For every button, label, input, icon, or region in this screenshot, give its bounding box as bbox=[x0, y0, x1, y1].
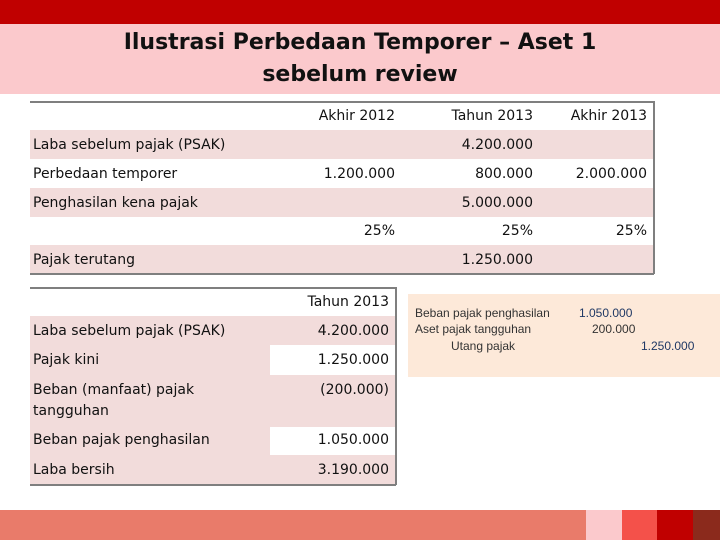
column-header: Tahun 2013 bbox=[307, 294, 389, 310]
journal-debit-value: 1.050.000 bbox=[579, 306, 633, 320]
cell-value: 3.190.000 bbox=[317, 462, 389, 478]
cell-value: 4.200.000 bbox=[317, 323, 389, 339]
cell-value: 25% bbox=[615, 223, 647, 239]
journal-debit-value: 200.000 bbox=[592, 322, 636, 336]
cell-value: 25% bbox=[363, 223, 395, 239]
row-label: Laba sebelum pajak (PSAK) bbox=[33, 137, 226, 153]
row-label: Laba sebelum pajak (PSAK) bbox=[33, 323, 226, 339]
journal-debit-label: Beban pajak penghasilan bbox=[415, 306, 550, 320]
footer-block bbox=[657, 510, 693, 540]
row-label: Beban pajak penghasilan bbox=[33, 432, 210, 448]
cell-value: 5.000.000 bbox=[461, 195, 533, 211]
journal-entry-box bbox=[408, 294, 720, 377]
journal-credit-label: Utang pajak bbox=[451, 339, 516, 353]
cell-value: (200.000) bbox=[320, 382, 389, 398]
table-right-rule bbox=[653, 101, 655, 274]
cell-value: 1.250.000 bbox=[461, 252, 533, 268]
column-header: Akhir 2012 bbox=[318, 108, 395, 124]
row-label: Penghasilan kena pajak bbox=[33, 195, 198, 211]
cell-value: 1.250.000 bbox=[317, 352, 389, 368]
journal-credit-value: 1.250.000 bbox=[641, 339, 695, 353]
footer-block bbox=[0, 510, 586, 540]
table-top-rule bbox=[30, 101, 654, 103]
cell-value: 2.000.000 bbox=[575, 166, 647, 182]
cell-value: 1.050.000 bbox=[317, 432, 389, 448]
table-right-rule bbox=[395, 287, 397, 485]
cell-value: 1.200.000 bbox=[323, 166, 395, 182]
title-line-1: Ilustrasi Perbedaan Temporer – Aset 1 bbox=[123, 30, 597, 55]
footer-block bbox=[622, 510, 657, 540]
journal-debit-label: Aset pajak tangguhan bbox=[415, 322, 532, 336]
cell-value: 800.000 bbox=[475, 166, 533, 182]
footer-block bbox=[586, 510, 622, 540]
column-header: Akhir 2013 bbox=[570, 108, 647, 124]
row-label: Beban (manfaat) pajak bbox=[33, 382, 195, 398]
row-label: Laba bersih bbox=[33, 462, 115, 478]
cell-value: 4.200.000 bbox=[461, 137, 533, 153]
table-bottom-rule bbox=[30, 484, 396, 486]
cell-value: 25% bbox=[501, 223, 533, 239]
column-header: Tahun 2013 bbox=[451, 108, 533, 124]
row-label: Perbedaan temporer bbox=[33, 166, 178, 182]
title-line-2: sebelum review bbox=[262, 62, 458, 87]
slide-title bbox=[0, 24, 720, 94]
row-label: Pajak terutang bbox=[33, 252, 135, 268]
row-label-continuation: tangguhan bbox=[33, 403, 109, 419]
row-label: Pajak kini bbox=[33, 352, 100, 368]
table-top-rule bbox=[30, 287, 396, 289]
footer-block bbox=[693, 510, 720, 540]
table-bottom-rule bbox=[30, 273, 654, 275]
top-accent-bar bbox=[0, 0, 720, 24]
